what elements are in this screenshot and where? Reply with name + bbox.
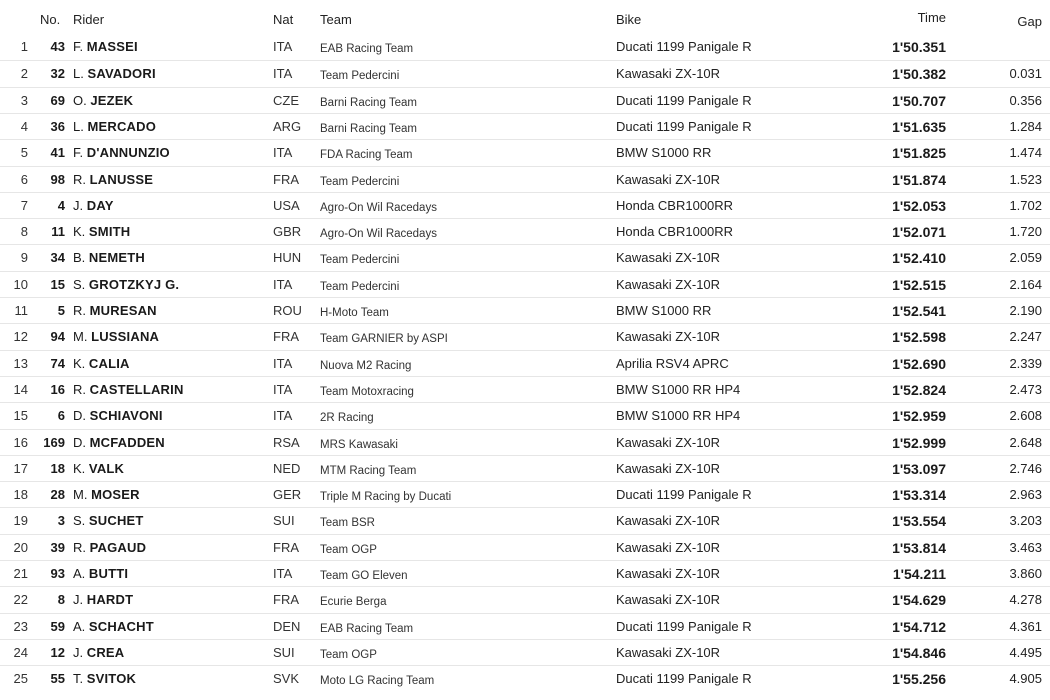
rider-name bbox=[73, 93, 133, 109]
nationality: RSA bbox=[273, 434, 300, 450]
gap-value: 2.473 bbox=[1009, 381, 1042, 397]
bike-model: Ducati 1199 Panigale R bbox=[616, 618, 752, 634]
gap-value: 2.247 bbox=[1009, 329, 1042, 345]
rider-number: 11 bbox=[51, 224, 65, 240]
bike-model: BMW S1000 RR HP4 bbox=[616, 408, 741, 424]
lap-time: 1'52.959 bbox=[892, 408, 946, 425]
lap-time: 1'51.874 bbox=[892, 171, 946, 188]
rider-number: 6 bbox=[57, 408, 65, 424]
lap-time: 1'52.410 bbox=[892, 250, 946, 267]
nationality: ROU bbox=[273, 303, 302, 318]
table-row bbox=[0, 560, 1050, 586]
team-name: Team Pedercini bbox=[320, 280, 400, 293]
table-row bbox=[0, 192, 1050, 218]
rider-number: 55 bbox=[50, 671, 65, 687]
lap-time: 1'52.053 bbox=[892, 197, 946, 214]
table-row bbox=[0, 429, 1050, 455]
nationality: GBR bbox=[273, 224, 302, 240]
nationality: FRA bbox=[273, 329, 299, 345]
position: 14 bbox=[13, 381, 28, 397]
rider-initial: K. bbox=[73, 355, 86, 371]
header-nat: Nat bbox=[273, 12, 294, 27]
lap-time: 1'52.541 bbox=[892, 303, 946, 319]
header-time: Time bbox=[917, 10, 946, 25]
rider-initial: O. bbox=[73, 92, 87, 108]
lap-time: 1'53.097 bbox=[892, 460, 946, 477]
position: 4 bbox=[20, 118, 28, 134]
rider-initial: D. bbox=[73, 434, 86, 450]
rider-name bbox=[73, 592, 133, 608]
team-name: Team BSR bbox=[320, 517, 375, 530]
table-row bbox=[0, 481, 1050, 507]
rider-initial: F. bbox=[73, 145, 84, 161]
lap-time: 1'52.071 bbox=[892, 224, 946, 241]
gap-value: 2.608 bbox=[1009, 408, 1042, 424]
rider-surname: SAVADORI bbox=[87, 66, 156, 82]
position: 12 bbox=[13, 329, 28, 345]
rider-name bbox=[73, 382, 184, 398]
rider-initial: B. bbox=[73, 250, 86, 266]
team-name: Ecurie Berga bbox=[320, 596, 387, 609]
team-name: Nuova M2 Racing bbox=[320, 359, 412, 372]
rider-initial: J. bbox=[73, 644, 84, 660]
header-bike: Bike bbox=[616, 12, 642, 27]
gap-value: 2.963 bbox=[1009, 487, 1042, 503]
bike-model: Ducati 1199 Panigale R bbox=[616, 92, 752, 108]
rider-surname: LANUSSE bbox=[89, 171, 154, 187]
lap-time: 1'54.211 bbox=[892, 566, 946, 582]
team-name: Team OGP bbox=[320, 648, 377, 661]
gap-value: 0.356 bbox=[1009, 92, 1042, 108]
team-name: EAB Racing Team bbox=[320, 43, 414, 55]
lap-time: 1'53.314 bbox=[892, 487, 946, 504]
rider-number: 93 bbox=[50, 566, 65, 581]
bike-model: Kawasaki ZX-10R bbox=[616, 539, 721, 555]
bike-model: Kawasaki ZX-10R bbox=[616, 171, 721, 187]
rider-name bbox=[73, 408, 163, 424]
bike-model: Honda CBR1000RR bbox=[616, 224, 734, 240]
rider-initial: A. bbox=[73, 566, 86, 581]
rider-name bbox=[73, 435, 165, 451]
position: 23 bbox=[13, 618, 28, 634]
gap-value: 0.031 bbox=[1009, 66, 1042, 82]
rider-initial: L. bbox=[73, 66, 84, 82]
rider-name bbox=[73, 303, 157, 319]
rider-initial: A. bbox=[73, 618, 86, 634]
rider-initial: J. bbox=[73, 592, 84, 608]
rider-surname: MERCADO bbox=[87, 118, 157, 134]
rider-name bbox=[73, 250, 145, 266]
gap-value: 2.648 bbox=[1009, 434, 1042, 450]
lap-time: 1'53.554 bbox=[892, 513, 946, 530]
gap-value: 3.463 bbox=[1009, 539, 1042, 555]
nationality: SUI bbox=[273, 513, 295, 529]
nationality: ARG bbox=[273, 118, 302, 134]
team-name: Team GO Eleven bbox=[320, 570, 408, 582]
table-row bbox=[0, 665, 1050, 691]
rider-surname: DAY bbox=[86, 197, 114, 213]
position: 20 bbox=[13, 539, 28, 555]
nationality: ITA bbox=[273, 39, 293, 54]
nationality: NED bbox=[273, 460, 301, 476]
rider-name bbox=[73, 645, 124, 661]
rider-initial: T. bbox=[73, 671, 84, 687]
bike-model: Kawasaki ZX-10R bbox=[616, 460, 721, 476]
rider-initial: K. bbox=[73, 460, 86, 476]
gap-value: 2.164 bbox=[1009, 276, 1042, 292]
position: 3 bbox=[20, 92, 28, 108]
bike-model: Kawasaki ZX-10R bbox=[616, 566, 721, 581]
lap-time: 1'52.824 bbox=[892, 381, 946, 398]
team-name: Triple M Racing by Ducati bbox=[320, 491, 452, 504]
rider-number: 28 bbox=[50, 487, 65, 503]
lap-time: 1'54.846 bbox=[892, 644, 946, 661]
table-row bbox=[0, 586, 1050, 612]
team-name: Barni Racing Team bbox=[320, 96, 417, 109]
nationality: ITA bbox=[273, 381, 293, 397]
bike-model: BMW S1000 RR bbox=[616, 303, 712, 318]
team-name: Agro-On Wil Racedays bbox=[320, 228, 437, 241]
table-row bbox=[0, 402, 1050, 428]
gap-value: 4.278 bbox=[1009, 592, 1042, 608]
rider-number: 3 bbox=[57, 513, 65, 529]
bike-model: Ducati 1199 Panigale R bbox=[616, 39, 752, 54]
rider-initial: K. bbox=[73, 224, 86, 240]
header-team: Team bbox=[320, 12, 352, 27]
rider-number: 32 bbox=[50, 66, 65, 82]
rider-surname: MCFADDEN bbox=[89, 434, 165, 450]
position: 15 bbox=[13, 408, 28, 424]
team-name: MRS Kawasaki bbox=[320, 438, 398, 451]
nationality: FRA bbox=[273, 592, 299, 608]
header-rider: Rider bbox=[73, 12, 105, 27]
lap-time: 1'50.707 bbox=[892, 92, 946, 109]
bike-model: Aprilia RSV4 APRC bbox=[616, 355, 729, 371]
table-header bbox=[0, 12, 1050, 32]
position: 7 bbox=[20, 197, 28, 213]
rider-name bbox=[73, 224, 130, 240]
rider-number: 5 bbox=[57, 303, 65, 318]
team-name: Team Motoxracing bbox=[320, 385, 414, 398]
rider-number: 74 bbox=[50, 355, 65, 371]
rider-name bbox=[73, 145, 170, 161]
rider-initial: F. bbox=[73, 39, 84, 54]
bike-model: BMW S1000 RR HP4 bbox=[616, 381, 741, 397]
table-row bbox=[0, 639, 1050, 665]
gap-value: 2.190 bbox=[1009, 303, 1042, 318]
lap-time: 1'54.712 bbox=[892, 618, 946, 635]
bike-model: Honda CBR1000RR bbox=[616, 197, 734, 213]
rider-surname: MOSER bbox=[91, 487, 140, 503]
rider-surname: SUCHET bbox=[88, 513, 144, 529]
rider-surname: CREA bbox=[86, 644, 125, 660]
team-name: Team Pedercini bbox=[320, 70, 400, 83]
nationality: SVK bbox=[273, 671, 300, 687]
rider-surname: VALK bbox=[88, 460, 125, 476]
rider-name bbox=[73, 277, 179, 293]
bike-model: Ducati 1199 Panigale R bbox=[616, 118, 752, 134]
table-row bbox=[0, 350, 1050, 376]
table-row bbox=[0, 534, 1050, 560]
rider-number: 69 bbox=[50, 92, 65, 108]
rider-surname: LUSSIANA bbox=[91, 329, 160, 345]
position: 5 bbox=[20, 145, 28, 161]
position: 10 bbox=[13, 276, 28, 292]
rider-initial: R. bbox=[73, 539, 86, 555]
team-name: MTM Racing Team bbox=[320, 464, 417, 477]
gap-value: 1.523 bbox=[1009, 171, 1042, 187]
bike-model: Kawasaki ZX-10R bbox=[616, 513, 721, 529]
nationality: USA bbox=[273, 197, 300, 213]
table-row bbox=[0, 166, 1050, 192]
rider-name bbox=[73, 671, 136, 687]
lap-time: 1'50.351 bbox=[892, 39, 946, 55]
lap-time: 1'50.382 bbox=[892, 66, 946, 83]
team-name: Barni Racing Team bbox=[320, 122, 417, 135]
bike-model: Kawasaki ZX-10R bbox=[616, 434, 721, 450]
rider-name bbox=[73, 540, 146, 556]
gap-value: 3.203 bbox=[1009, 513, 1042, 529]
lap-time: 1'53.814 bbox=[892, 539, 946, 556]
gap-value: 4.361 bbox=[1009, 618, 1042, 634]
rider-name bbox=[73, 487, 140, 503]
nationality: ITA bbox=[273, 408, 293, 424]
rider-surname: MASSEI bbox=[86, 39, 138, 54]
table-row bbox=[0, 297, 1050, 323]
header-gap: Gap bbox=[1017, 14, 1042, 29]
table-row bbox=[0, 455, 1050, 481]
rider-initial: D. bbox=[73, 408, 86, 424]
team-name: EAB Racing Team bbox=[320, 622, 414, 635]
rider-number: 98 bbox=[50, 171, 65, 187]
lap-time: 1'52.598 bbox=[892, 329, 946, 346]
rider-name bbox=[73, 566, 128, 582]
rider-number: 59 bbox=[50, 618, 65, 634]
position: 13 bbox=[13, 355, 28, 371]
position: 22 bbox=[13, 592, 28, 608]
team-name: Team Pedercini bbox=[320, 254, 400, 267]
rider-number: 36 bbox=[50, 118, 65, 134]
lap-time: 1'52.515 bbox=[892, 276, 946, 293]
bike-model: Kawasaki ZX-10R bbox=[616, 644, 721, 660]
rider-surname: CASTELLARIN bbox=[89, 381, 184, 397]
gap-value: 1.720 bbox=[1009, 224, 1042, 240]
position: 1 bbox=[20, 39, 28, 54]
rider-surname: SCHIAVONI bbox=[89, 408, 163, 424]
table-row bbox=[0, 271, 1050, 297]
gap-value: 3.860 bbox=[1009, 566, 1042, 581]
position: 8 bbox=[20, 224, 28, 240]
bike-model: Ducati 1199 Panigale R bbox=[616, 671, 752, 687]
table-row bbox=[0, 613, 1050, 639]
rider-name bbox=[73, 172, 153, 188]
rider-name bbox=[73, 619, 154, 635]
team-name: Agro-On Wil Racedays bbox=[320, 201, 437, 214]
bike-model: Kawasaki ZX-10R bbox=[616, 66, 721, 82]
rider-number: 4 bbox=[57, 197, 65, 213]
team-name: 2R Racing bbox=[320, 412, 374, 425]
rider-surname: SCHACHT bbox=[88, 618, 154, 634]
gap-value: 2.059 bbox=[1009, 250, 1042, 266]
rider-number: 15 bbox=[50, 276, 65, 292]
header-no: No. bbox=[40, 12, 61, 27]
nationality: ITA bbox=[273, 66, 293, 82]
gap-value: 2.339 bbox=[1009, 355, 1042, 371]
nationality: FRA bbox=[273, 171, 299, 187]
position: 21 bbox=[13, 566, 28, 581]
rider-initial: M. bbox=[73, 329, 88, 345]
table-row bbox=[0, 376, 1050, 402]
rider-initial: R. bbox=[73, 171, 86, 187]
rider-number: 41 bbox=[50, 145, 65, 161]
rider-number: 12 bbox=[50, 644, 65, 660]
rider-initial: S. bbox=[73, 513, 86, 529]
rider-surname: NEMETH bbox=[88, 250, 146, 266]
nationality: CZE bbox=[273, 92, 299, 108]
rider-surname: HARDT bbox=[86, 592, 134, 608]
rider-number: 94 bbox=[50, 329, 65, 345]
rider-initial: L. bbox=[73, 118, 84, 134]
rider-name bbox=[73, 329, 159, 345]
rider-initial: M. bbox=[73, 487, 88, 503]
rider-surname: GROTZKYJ G. bbox=[88, 276, 180, 292]
rider-surname: SVITOK bbox=[86, 671, 137, 687]
nationality: ITA bbox=[273, 566, 293, 581]
position: 25 bbox=[13, 671, 28, 687]
rider-name bbox=[73, 39, 138, 55]
gap-value: 1.702 bbox=[1009, 197, 1042, 213]
bike-model: BMW S1000 RR bbox=[616, 145, 712, 161]
nationality: HUN bbox=[273, 250, 302, 266]
rider-number: 18 bbox=[50, 460, 65, 476]
nationality: ITA bbox=[273, 355, 293, 371]
nationality: ITA bbox=[273, 276, 293, 292]
team-name: Team GARNIER by ASPI bbox=[320, 333, 448, 346]
nationality: SUI bbox=[273, 644, 295, 660]
table-row bbox=[0, 60, 1050, 86]
position: 17 bbox=[13, 460, 28, 476]
rider-name bbox=[73, 119, 156, 135]
rider-number: 43 bbox=[50, 39, 65, 54]
nationality: ITA bbox=[273, 145, 293, 161]
lap-time: 1'54.629 bbox=[892, 592, 946, 609]
rider-initial: S. bbox=[73, 276, 86, 292]
rider-surname: D'ANNUNZIO bbox=[86, 145, 170, 161]
gap-value: 1.284 bbox=[1009, 118, 1042, 134]
rider-name bbox=[73, 198, 114, 214]
rider-initial: J. bbox=[73, 197, 84, 213]
rider-number: 16 bbox=[50, 381, 65, 397]
rider-name bbox=[73, 513, 144, 529]
rider-number: 8 bbox=[57, 592, 65, 608]
team-name: Moto LG Racing Team bbox=[320, 675, 435, 688]
bike-model: Kawasaki ZX-10R bbox=[616, 592, 721, 608]
rider-number: 39 bbox=[50, 539, 65, 555]
rider-initial: R. bbox=[73, 303, 86, 318]
lap-time: 1'52.999 bbox=[892, 434, 946, 451]
table-row bbox=[0, 323, 1050, 349]
rider-surname: SMITH bbox=[88, 224, 131, 240]
team-name: Team Pedercini bbox=[320, 175, 400, 188]
rider-name bbox=[73, 461, 124, 477]
team-name: FDA Racing Team bbox=[320, 149, 413, 162]
position: 16 bbox=[13, 434, 28, 450]
rider-number: 34 bbox=[50, 250, 65, 266]
rider-surname: BUTTI bbox=[88, 566, 129, 581]
rider-surname: MURESAN bbox=[89, 303, 157, 318]
bike-model: Kawasaki ZX-10R bbox=[616, 276, 721, 292]
table-row bbox=[0, 218, 1050, 244]
gap-value: 4.905 bbox=[1009, 671, 1042, 687]
bike-model: Kawasaki ZX-10R bbox=[616, 250, 721, 266]
table-row bbox=[0, 244, 1050, 270]
rider-name bbox=[73, 66, 156, 82]
gap-value: 4.495 bbox=[1009, 644, 1042, 660]
lap-time: 1'51.635 bbox=[892, 118, 946, 135]
rider-surname: JEZEK bbox=[90, 92, 134, 108]
team-name: Team OGP bbox=[320, 543, 377, 556]
gap-value: 2.746 bbox=[1009, 460, 1042, 476]
table-row bbox=[0, 113, 1050, 139]
bike-model: Ducati 1199 Panigale R bbox=[616, 487, 752, 503]
position: 6 bbox=[20, 171, 28, 187]
table-row bbox=[0, 34, 1050, 60]
position: 2 bbox=[20, 66, 28, 82]
lap-time: 1'51.825 bbox=[892, 145, 946, 162]
team-name: H-Moto Team bbox=[320, 307, 389, 319]
table-row bbox=[0, 87, 1050, 113]
nationality: FRA bbox=[273, 539, 299, 555]
table-row bbox=[0, 139, 1050, 165]
position: 19 bbox=[13, 513, 28, 529]
lap-time: 1'52.690 bbox=[892, 355, 946, 372]
bike-model: Kawasaki ZX-10R bbox=[616, 329, 721, 345]
nationality: GER bbox=[273, 487, 302, 503]
position: 18 bbox=[13, 487, 28, 503]
rider-initial: R. bbox=[73, 381, 86, 397]
rider-number: 169 bbox=[43, 434, 65, 450]
gap-value: 1.474 bbox=[1009, 145, 1042, 161]
lap-time: 1'55.256 bbox=[892, 671, 946, 688]
nationality: DEN bbox=[273, 618, 301, 634]
rider-surname: CALIA bbox=[88, 355, 130, 371]
position: 9 bbox=[20, 250, 28, 266]
table-row bbox=[0, 507, 1050, 533]
position: 24 bbox=[13, 644, 28, 660]
position: 11 bbox=[14, 303, 28, 318]
rider-surname: PAGAUD bbox=[89, 539, 147, 555]
rider-name bbox=[73, 356, 130, 372]
